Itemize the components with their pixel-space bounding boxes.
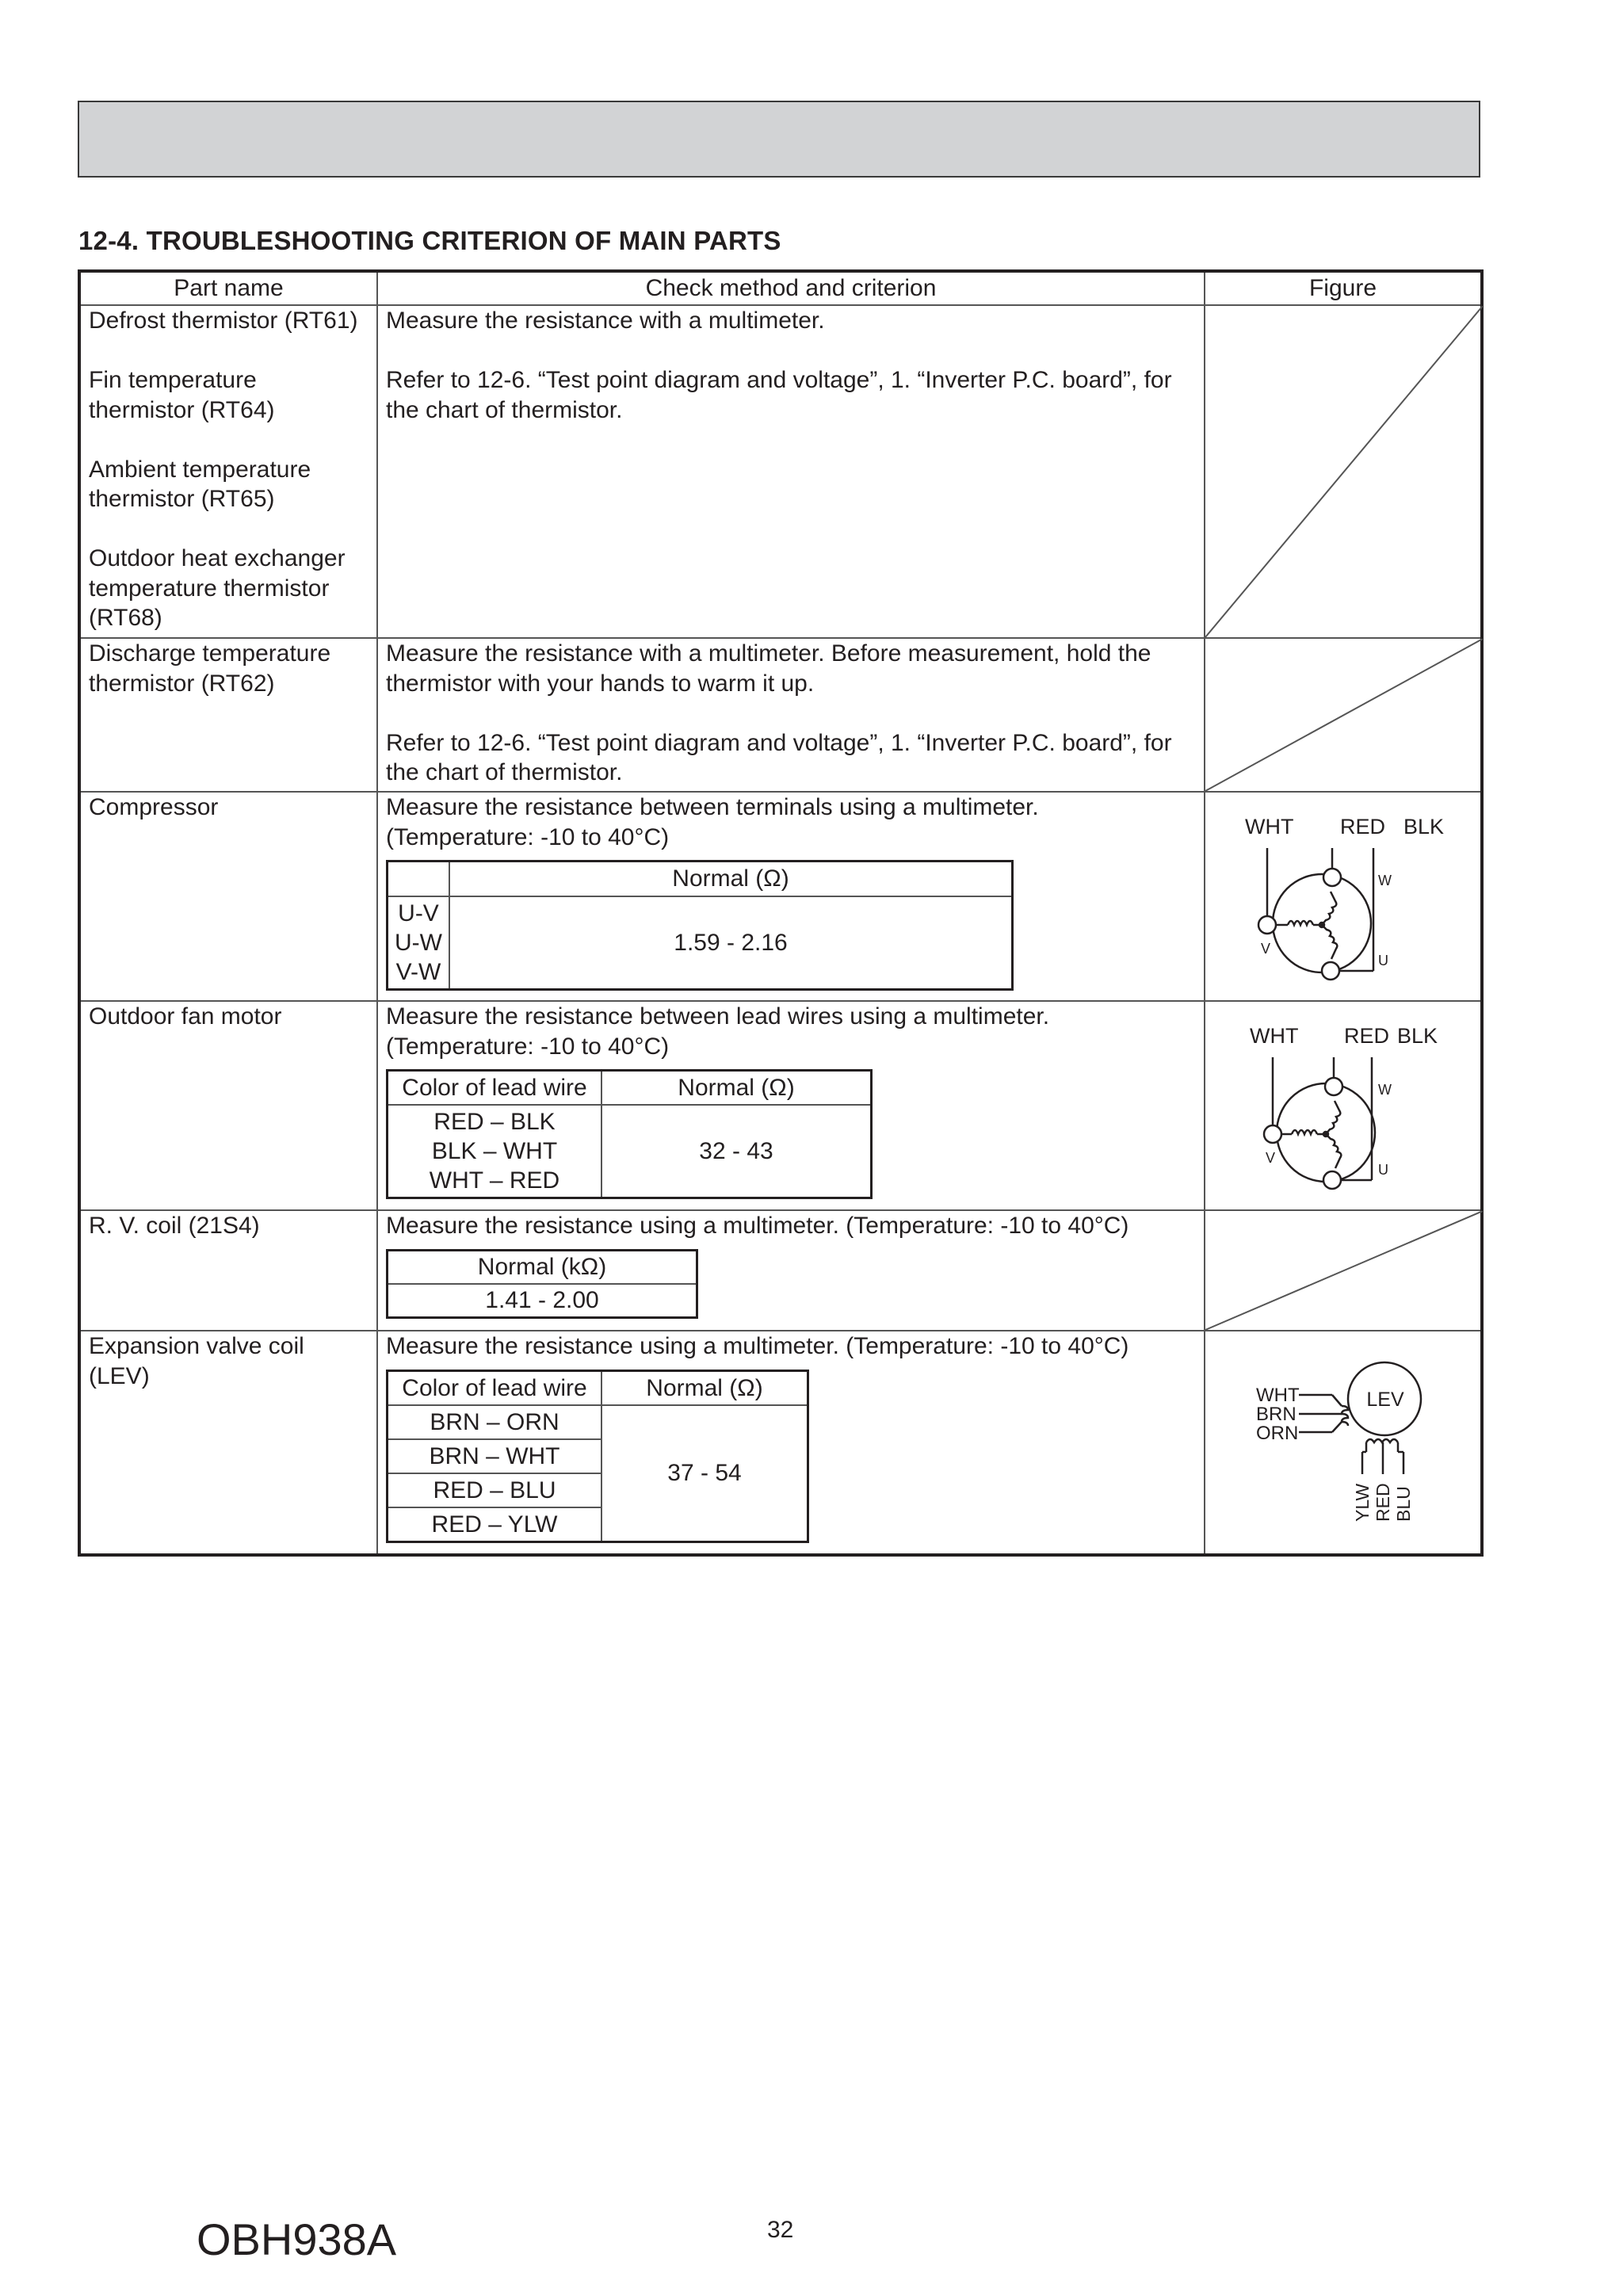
- figure-cell-empty: [1205, 305, 1482, 638]
- normal-header: Normal (Ω): [449, 861, 1013, 897]
- wire-label-orn: ORN: [1256, 1423, 1299, 1444]
- part-name-cell: [79, 1210, 377, 1331]
- resistance-value: 32 - 43: [601, 1105, 872, 1198]
- lev-label: LEV: [1366, 1389, 1404, 1411]
- part-name: Outdoor fan motor: [89, 1003, 282, 1030]
- resistance-value: 1.59 - 2.16: [449, 896, 1013, 990]
- header-bar: [78, 101, 1480, 178]
- fan-motor-diagram: [1205, 1002, 1483, 1209]
- part-name-cell: [79, 1331, 377, 1555]
- check-text: Refer to 12-6. “Test point diagram and voltage”, 1. “Inverter P.C. board”, for the chart of thermistor.: [386, 729, 1172, 785]
- diagonal-slash: [1205, 639, 1483, 791]
- wire-label-blk: BLK: [1397, 1024, 1438, 1048]
- header-check-method: Check method and criterion: [377, 271, 1205, 305]
- terminal-label-u: U: [1378, 953, 1388, 968]
- part-name: Outdoor heat exchanger temperature thermistor (RT68): [89, 545, 346, 631]
- section-title: 12-4. TROUBLESHOOTING CRITERION OF MAIN PARTS: [78, 226, 781, 255]
- wire-pair: BLK – WHT: [431, 1138, 558, 1164]
- document-code: OBH938A: [197, 2214, 397, 2264]
- terminal-label-v: V: [1261, 941, 1271, 957]
- wire-label-ylw: YLW: [1352, 1483, 1373, 1522]
- table-row: [79, 638, 1482, 792]
- normal-header: Normal (kΩ): [388, 1250, 697, 1284]
- compressor-resistance-table: [386, 860, 1014, 991]
- col-header-normal: Normal (Ω): [601, 1370, 808, 1405]
- fan-motor-resistance-table: [386, 1069, 873, 1199]
- wire-label-brn: BRN: [1256, 1404, 1296, 1425]
- wire-label-blk: BLK: [1403, 815, 1445, 839]
- table-row: [79, 305, 1482, 638]
- wire-label-red: RED: [1373, 1483, 1393, 1522]
- wire-pair: RED – BLU: [388, 1473, 602, 1507]
- check-cell: [377, 638, 1205, 792]
- part-name: Compressor: [89, 794, 219, 820]
- part-name-cell: [79, 1001, 377, 1210]
- diagonal-slash: [1205, 1211, 1483, 1330]
- figure-cell: [1205, 792, 1482, 1001]
- wire-pair: RED – BLK: [433, 1109, 556, 1135]
- terminal-label-u: U: [1378, 1162, 1388, 1178]
- wire-pair: BRN – ORN: [388, 1405, 602, 1439]
- figure-cell: [1205, 1001, 1482, 1210]
- wire-pair: WHT – RED: [429, 1167, 560, 1194]
- compressor-motor-diagram: [1205, 793, 1483, 1000]
- wire-label-red: RED: [1344, 1024, 1390, 1048]
- table-header-row: [79, 271, 1482, 305]
- terminal-label-w: W: [1378, 873, 1392, 888]
- wire-label-wht: WHT: [1245, 815, 1294, 839]
- col-header-normal: Normal (Ω): [601, 1071, 872, 1106]
- part-name: Ambient temperature thermistor (RT65): [89, 456, 311, 512]
- check-text: Measure the resistance with a multimeter. Before measurement, hold the thermistor with your hands to warm it up.: [386, 640, 1151, 697]
- check-text: Measure the resistance using a multimeter. (Temperature: -10 to 40°C): [386, 1213, 1129, 1239]
- terminal-label-v: V: [1266, 1150, 1276, 1166]
- wire-label-wht: WHT: [1250, 1024, 1299, 1048]
- terminal-pair: V-W: [395, 959, 441, 985]
- check-cell: [377, 1210, 1205, 1331]
- wire-pair: BRN – WHT: [388, 1439, 602, 1473]
- check-cell: [377, 1331, 1205, 1555]
- figure-cell-empty: [1205, 1210, 1482, 1331]
- table-row: [79, 1331, 1482, 1555]
- part-name: Fin temperature thermistor (RT64): [89, 367, 275, 423]
- terminal-pairs: [388, 896, 450, 990]
- wire-pairs: [388, 1105, 602, 1198]
- header-part-name: Part name: [79, 271, 377, 305]
- wire-label-red: RED: [1340, 815, 1386, 839]
- part-name: R. V. coil (21S4): [89, 1213, 260, 1239]
- resistance-value: 37 - 54: [601, 1405, 808, 1542]
- header-figure: Figure: [1205, 271, 1482, 305]
- resistance-value: 1.41 - 2.00: [388, 1284, 697, 1318]
- part-name: Defrost thermistor (RT61): [89, 308, 358, 334]
- troubleshooting-table: [78, 269, 1484, 1557]
- part-name-cell: [79, 305, 377, 638]
- part-name-cell: [79, 638, 377, 792]
- figure-cell: [1205, 1331, 1482, 1555]
- terminal-label-w: W: [1378, 1082, 1392, 1098]
- terminal-pair: U-W: [395, 930, 442, 956]
- check-cell: [377, 305, 1205, 638]
- lev-resistance-table: [386, 1370, 809, 1543]
- table-row: [79, 1210, 1482, 1331]
- part-name: Discharge temperature thermistor (RT62): [89, 640, 331, 697]
- check-text: Refer to 12-6. “Test point diagram and voltage”, 1. “Inverter P.C. board”, for the chart of thermistor.: [386, 367, 1172, 423]
- temperature-range: (Temperature: -10 to 40°C): [386, 1033, 670, 1060]
- figure-cell-empty: [1205, 638, 1482, 792]
- col-header-wire: Color of lead wire: [388, 1071, 602, 1106]
- check-text: Measure the resistance using a multimeter. (Temperature: -10 to 40°C): [386, 1333, 1129, 1359]
- lev-coil-diagram: [1205, 1331, 1483, 1553]
- wire-pair: RED – YLW: [388, 1507, 602, 1542]
- page-number: 32: [767, 2217, 794, 2243]
- wire-label-wht: WHT: [1256, 1385, 1300, 1406]
- check-text: Measure the resistance with a multimeter.: [386, 308, 825, 334]
- part-name: Expansion valve coil (LEV): [89, 1333, 304, 1389]
- part-name-cell: [79, 792, 377, 1001]
- diagonal-slash: [1205, 306, 1483, 637]
- check-text: Measure the resistance between terminals using a multimeter.: [386, 794, 1039, 820]
- check-cell: [377, 792, 1205, 1001]
- wire-label-blu: BLU: [1393, 1486, 1414, 1522]
- check-text: Measure the resistance between lead wires using a multimeter.: [386, 1003, 1050, 1030]
- temperature-range: (Temperature: -10 to 40°C): [386, 823, 670, 850]
- check-cell: [377, 1001, 1205, 1210]
- terminal-pair: U-V: [398, 900, 439, 926]
- table-row: [79, 792, 1482, 1001]
- col-header-wire: Color of lead wire: [388, 1370, 602, 1405]
- rv-coil-resistance-table: [386, 1249, 698, 1319]
- table-row: [79, 1001, 1482, 1210]
